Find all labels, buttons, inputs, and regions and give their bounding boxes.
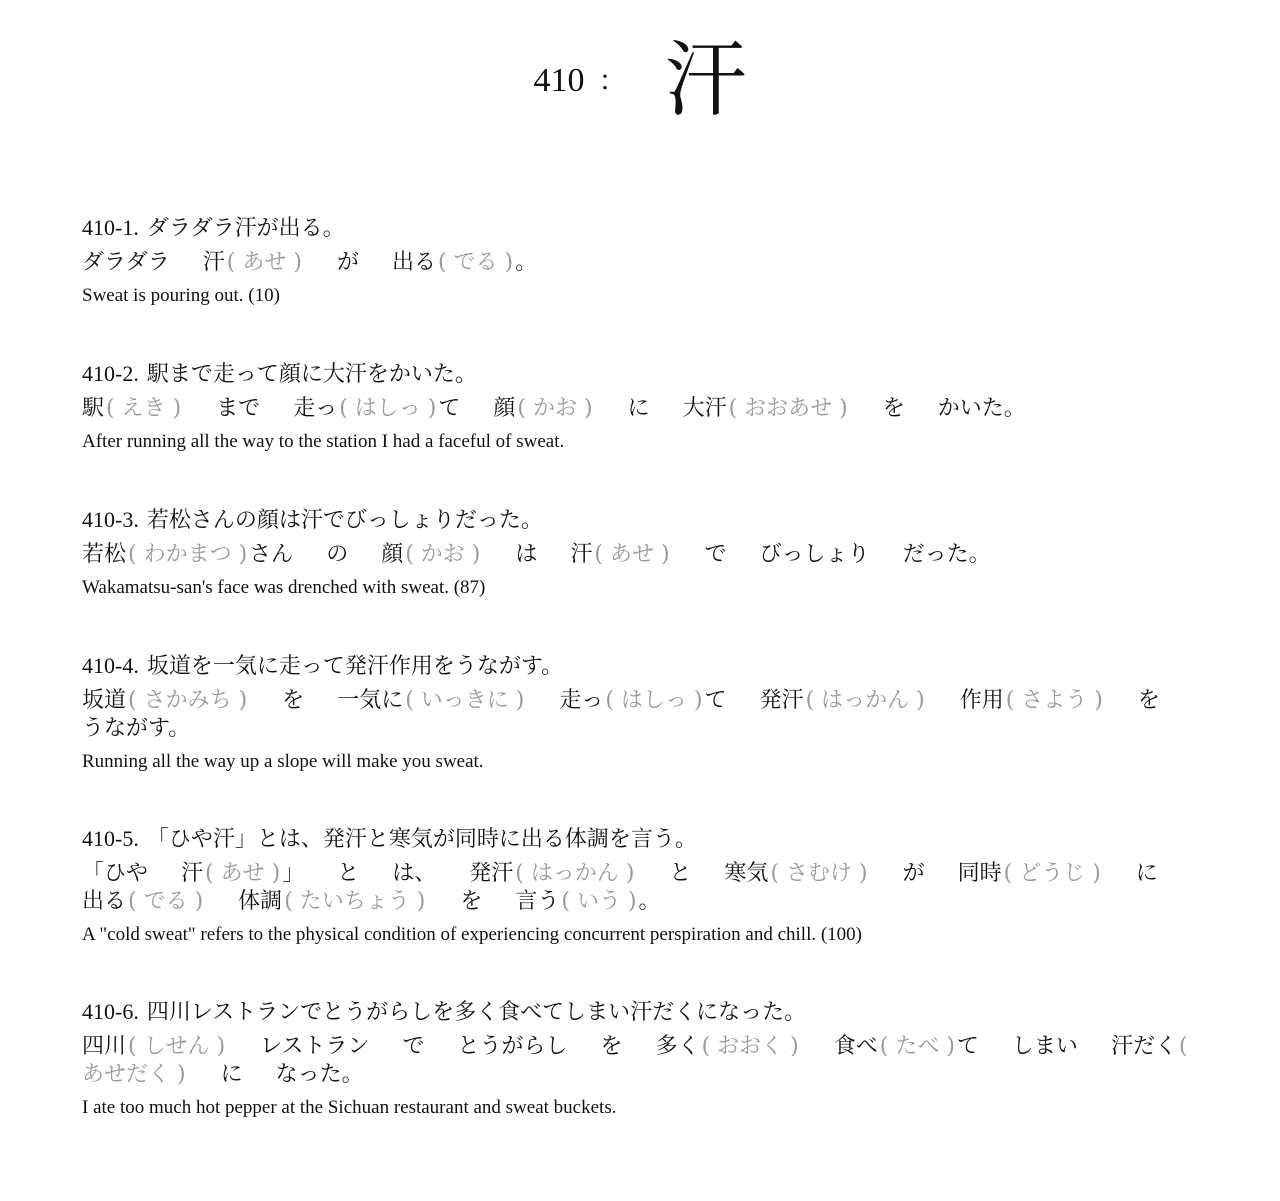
example-headline	[82, 648, 1192, 685]
furigana-breakdown	[82, 1033, 1192, 1089]
japanese-sentence: 「ひや汗」とは、発汗と寒気が同時に出る体調を言う。	[146, 827, 697, 852]
word-reading: ( おおく )	[701, 1034, 799, 1059]
word-reading: ( おおあせ )	[728, 396, 848, 421]
word-segment	[181, 861, 304, 886]
example-number: 410-4.	[82, 653, 139, 678]
word-text: の	[326, 542, 349, 567]
kanji-number: 410	[533, 62, 585, 99]
word-segment	[834, 1034, 979, 1059]
word-text: 四川	[82, 1034, 127, 1059]
word-suffix: て	[438, 396, 461, 421]
word-reading: ( いっきに )	[405, 688, 525, 713]
example-entry	[82, 648, 1192, 821]
word-text: が	[902, 861, 925, 886]
word-text: 同時	[957, 861, 1002, 886]
example-sentence-list	[82, 210, 1192, 1167]
word-segment	[403, 1034, 425, 1059]
example-number: 410-6.	[82, 999, 139, 1024]
word-segment	[203, 250, 304, 275]
word-text: 寒気	[724, 861, 769, 886]
word-text: 発汗	[469, 861, 514, 886]
word-segment	[559, 688, 726, 713]
word-segment	[493, 396, 594, 421]
word-reading: ( さむけ )	[770, 861, 868, 886]
word-suffix: 」	[282, 861, 305, 886]
word-suffix: て	[704, 688, 727, 713]
word-reading: ( はっかん )	[805, 688, 925, 713]
word-text: に	[1135, 861, 1158, 886]
japanese-sentence: 駅まで走って顔に大汗をかいた。	[146, 362, 477, 387]
word-text: は、	[392, 861, 437, 886]
word-text: ダラダラ	[82, 250, 170, 275]
example-entry	[82, 210, 1192, 356]
word-segment	[337, 688, 526, 713]
word-segment	[216, 396, 260, 421]
word-text: 作用	[959, 688, 1004, 713]
word-segment	[392, 250, 537, 275]
word-segment	[82, 250, 170, 275]
furigana-breakdown	[82, 249, 1192, 277]
word-suffix: 。	[638, 889, 661, 914]
word-segment	[760, 542, 870, 567]
word-segment	[458, 1034, 568, 1059]
word-text: かいた。	[937, 396, 1026, 421]
word-segment	[469, 861, 636, 886]
word-text: を	[460, 889, 483, 914]
word-text: 汗	[181, 861, 204, 886]
japanese-sentence: 四川レストランでとうがらしを多く食べてしまい汗だくになった。	[146, 1000, 807, 1025]
word-reading: ( いう )	[561, 889, 637, 914]
word-text: まで	[216, 396, 261, 421]
word-segment	[460, 889, 482, 914]
furigana-breakdown	[82, 395, 1192, 423]
word-reading: ( かお )	[405, 542, 481, 567]
example-entry	[82, 356, 1192, 502]
word-segment	[392, 861, 436, 886]
word-segment	[82, 861, 148, 886]
word-text: しまい	[1011, 1034, 1078, 1059]
word-text: 坂道	[82, 688, 127, 713]
word-segment	[760, 688, 927, 713]
title-separator: ：	[598, 64, 627, 97]
word-text: 顔	[381, 542, 404, 567]
word-segment	[82, 1034, 227, 1059]
word-segment	[903, 861, 925, 886]
word-reading: ( あせ )	[226, 250, 302, 275]
word-reading: ( たいちょう )	[284, 889, 426, 914]
word-reading: ( たべ )	[879, 1034, 955, 1059]
word-reading: ( えき )	[106, 396, 182, 421]
word-reading: ( あせ )	[205, 861, 281, 886]
word-reading: ( はしっ )	[339, 396, 437, 421]
word-segment	[282, 688, 304, 713]
example-entry	[82, 502, 1192, 648]
word-text: びっしょり	[759, 542, 870, 567]
word-text: 顔	[493, 396, 516, 421]
word-text: を	[282, 688, 305, 713]
word-reading: ( はっかん )	[515, 861, 635, 886]
word-text: 走っ	[293, 396, 338, 421]
word-text: を	[882, 396, 905, 421]
word-reading: ( でる )	[128, 889, 204, 914]
word-text: で	[704, 542, 727, 567]
word-segment	[1136, 861, 1158, 886]
word-text: と	[337, 861, 360, 886]
word-text: 発汗	[759, 688, 804, 713]
japanese-sentence: ダラダラ汗が出る。	[146, 216, 345, 241]
word-suffix: さん	[249, 542, 294, 567]
page-title	[0, 33, 1280, 128]
word-text: 汗だく	[1110, 1034, 1177, 1059]
word-segment	[337, 250, 359, 275]
example-headline	[82, 210, 1192, 247]
word-suffix: 。	[515, 250, 538, 275]
word-segment	[705, 542, 727, 567]
word-text: を	[600, 1034, 623, 1059]
word-segment	[628, 396, 650, 421]
word-segment	[515, 889, 660, 914]
word-reading: ( かお )	[517, 396, 593, 421]
word-segment	[221, 1062, 243, 1087]
word-reading: ( しせん )	[128, 1034, 226, 1059]
example-headline	[82, 994, 1192, 1031]
word-segment	[276, 1062, 364, 1087]
furigana-breakdown	[82, 541, 1192, 569]
word-segment	[82, 889, 205, 914]
word-text: 走っ	[559, 688, 604, 713]
word-text: 一気に	[337, 688, 404, 713]
word-text: 出る	[82, 889, 127, 914]
example-number: 410-3.	[82, 507, 139, 532]
word-segment	[337, 861, 359, 886]
word-segment	[570, 542, 671, 567]
example-number: 410-1.	[82, 215, 139, 240]
english-translation: After running all the way to the station I had a faceful of sweat.	[82, 431, 565, 452]
word-text: 若松	[82, 542, 127, 567]
word-segment	[381, 542, 482, 567]
word-segment	[960, 688, 1105, 713]
word-suffix: て	[956, 1034, 979, 1059]
word-segment	[669, 861, 691, 886]
word-reading: ( あせだく )	[82, 1034, 1188, 1087]
furigana-breakdown	[82, 687, 1192, 743]
word-text: 汗	[202, 250, 225, 275]
example-entry	[82, 994, 1192, 1167]
word-segment	[293, 396, 460, 421]
word-segment	[238, 889, 427, 914]
word-text: なった。	[275, 1062, 364, 1087]
word-segment	[903, 542, 991, 567]
example-headline	[82, 502, 1192, 539]
english-translation: I ate too much hot pepper at the Sichuan restaurant and sweat buckets.	[82, 1097, 617, 1118]
word-segment	[260, 1034, 369, 1059]
word-text: に	[627, 396, 650, 421]
word-reading: ( どうじ )	[1003, 861, 1101, 886]
word-text: 出る	[391, 250, 436, 275]
word-text: だった。	[902, 542, 991, 567]
english-translation: A "cold sweat" refers to the physical condition of experiencing concurrent perspiration and chill. (100)	[82, 924, 863, 945]
word-segment	[82, 542, 293, 567]
word-segment	[1012, 1034, 1078, 1059]
word-text: は	[515, 542, 538, 567]
word-reading: ( さかみち )	[128, 688, 248, 713]
word-text: 大汗	[682, 396, 727, 421]
word-text: を	[1137, 688, 1160, 713]
word-reading: ( はしっ )	[605, 688, 703, 713]
word-text: で	[402, 1034, 425, 1059]
kanji-character: 汗	[664, 33, 747, 128]
example-headline	[82, 821, 1192, 858]
word-segment	[515, 542, 537, 567]
word-segment	[601, 1034, 623, 1059]
word-reading: ( あせ )	[594, 542, 670, 567]
word-segment	[724, 861, 869, 886]
word-text: 食べ	[833, 1034, 878, 1059]
word-text: レストラン	[260, 1034, 370, 1059]
word-text: とうがらし	[457, 1034, 568, 1059]
english-translation: Wakamatsu-san's face was drenched with sweat. (87)	[82, 577, 486, 598]
word-segment	[82, 716, 190, 741]
word-segment	[656, 1034, 801, 1059]
english-translation: Running all the way up a slope will make you sweat.	[82, 751, 484, 772]
word-text: 多く	[655, 1034, 700, 1059]
japanese-sentence: 若松さんの顔は汗でびっしょりだった。	[146, 508, 543, 533]
word-text: 言う	[515, 889, 560, 914]
word-text: が	[336, 250, 359, 275]
word-segment	[883, 396, 905, 421]
word-segment	[326, 542, 348, 567]
word-segment	[82, 396, 183, 421]
word-text: 駅	[82, 396, 105, 421]
example-entry	[82, 821, 1192, 994]
word-text: 体調	[238, 889, 283, 914]
word-segment	[683, 396, 850, 421]
word-segment	[82, 688, 249, 713]
word-text: うながす。	[82, 716, 191, 741]
word-reading: ( さよう )	[1005, 688, 1103, 713]
example-number: 410-2.	[82, 361, 139, 386]
word-text: 汗	[570, 542, 593, 567]
word-segment	[938, 396, 1026, 421]
example-number: 410-5.	[82, 826, 139, 851]
furigana-breakdown	[82, 860, 1192, 916]
word-segment	[1138, 688, 1160, 713]
english-translation: Sweat is pouring out. (10)	[82, 285, 280, 306]
word-text: に	[220, 1062, 243, 1087]
word-reading: ( わかまつ )	[128, 542, 248, 567]
word-reading: ( でる )	[437, 250, 514, 275]
japanese-sentence: 坂道を一気に走って発汗作用をうながす。	[146, 654, 564, 679]
word-segment	[958, 861, 1103, 886]
word-text: と	[669, 861, 692, 886]
example-headline	[82, 356, 1192, 393]
word-text: 「ひや	[82, 861, 149, 886]
